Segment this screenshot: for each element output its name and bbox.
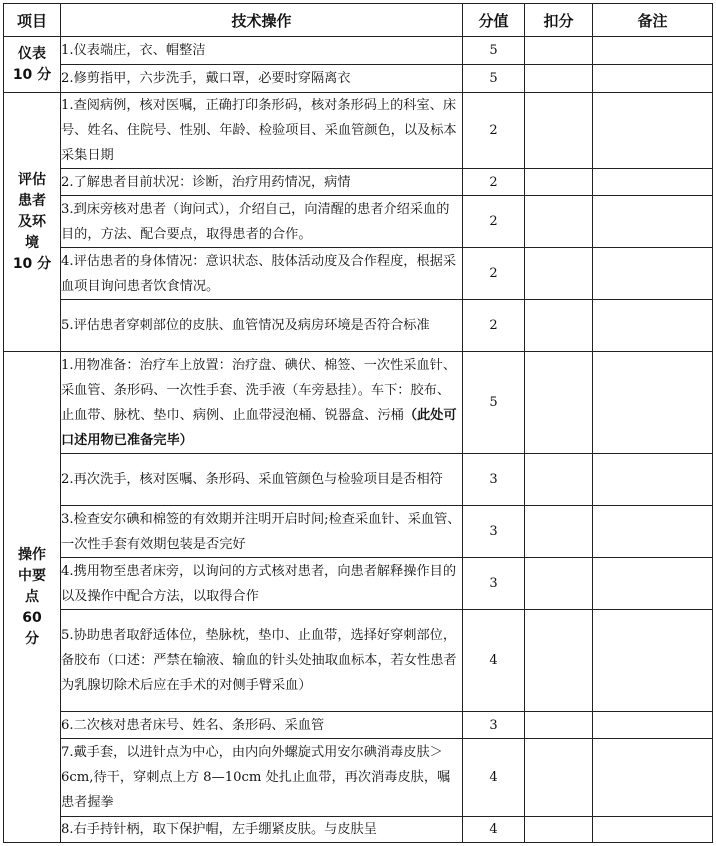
category-assessment: 评估 患者 及环 境 10 分 (4, 93, 61, 352)
deduct-cell[interactable] (525, 739, 593, 817)
remark-cell[interactable] (593, 454, 713, 506)
remark-cell[interactable] (593, 610, 713, 712)
remark-cell[interactable] (593, 169, 713, 196)
score-value: 2 (463, 169, 525, 196)
deduct-cell[interactable] (525, 248, 593, 300)
technique-text: 3.检查安尔碘和棉签的有效期并注明开启时间;检查采血针、采血管、一次性手套有效期包装是否完好 (61, 506, 463, 558)
table-row (4, 169, 713, 196)
table-row (4, 610, 713, 712)
deduct-cell[interactable] (525, 93, 593, 169)
technique-text: 1.仪表端庄，衣、帽整洁 (61, 37, 463, 65)
category-appearance: 仪表 10 分 (4, 37, 61, 93)
table-row (4, 352, 713, 454)
deduct-cell[interactable] (525, 37, 593, 65)
technique-text: 8.右手持针柄，取下保护帽，左手绷紧皮肤。与皮肤呈 (61, 817, 463, 843)
header-score: 分值 (463, 4, 525, 37)
header-technique: 技术操作 (61, 4, 463, 37)
remark-cell[interactable] (593, 248, 713, 300)
score-value: 2 (463, 248, 525, 300)
remark-cell[interactable] (593, 506, 713, 558)
scoring-table (3, 3, 713, 843)
table-row (4, 454, 713, 506)
remark-cell[interactable] (593, 352, 713, 454)
table-row (4, 817, 713, 843)
table-row (4, 300, 713, 352)
header-deduct: 扣分 (525, 4, 593, 37)
technique-text: 7.戴手套，以进针点为中心，由内向外螺旋式用安尔碘消毒皮肤＞6cm,待干，穿刺点上方 8—10cm 处扎止血带，再次消毒皮肤，嘱患者握拳 (61, 739, 463, 817)
score-value: 4 (463, 610, 525, 712)
score-value: 5 (463, 37, 525, 65)
remark-cell[interactable] (593, 739, 713, 817)
score-value: 5 (463, 352, 525, 454)
technique-text: 5.协助患者取舒适体位，垫脉枕，垫巾、止血带，选择好穿刺部位，备胶布（口述：严禁在输液、输血的针头处抽取血标本，若女性患者为乳腺切除术后应在手术的对侧手臂采血） (61, 610, 463, 712)
remark-cell[interactable] (593, 37, 713, 65)
table-row (4, 506, 713, 558)
verbal-note: （此处可口述用物已准备完毕） (61, 407, 457, 448)
technique-text: 4.评估患者的身体情况：意识状态、肢体活动度及合作程度，根据采血项目询问患者饮食情况。 (61, 248, 463, 300)
deduct-cell[interactable] (525, 558, 593, 610)
deduct-cell[interactable] (525, 610, 593, 712)
technique-text: 1.用物准备：治疗车上放置：治疗盘、碘伏、棉签、一次性采血针、采血管、条形码、一次性手套、洗手液（车旁悬挂）。车下：胶布、止血带、脉枕、垫巾、病例、止血带浸泡桶、锐器盒、污桶（此处可口述用物已准备完毕） (61, 352, 463, 454)
header-row (4, 4, 713, 37)
remark-cell[interactable] (593, 558, 713, 610)
table-row (4, 65, 713, 93)
remark-cell[interactable] (593, 712, 713, 739)
deduct-cell[interactable] (525, 454, 593, 506)
technique-text: 1.查阅病例，核对医嘱，正确打印条形码，核对条形码上的科室、床号、姓名、住院号、性别、年龄、检验项目、采血管颜色，以及标本采集日期 (61, 93, 463, 169)
deduct-cell[interactable] (525, 817, 593, 843)
score-value: 2 (463, 93, 525, 169)
remark-cell[interactable] (593, 817, 713, 843)
score-value: 4 (463, 817, 525, 843)
score-value: 2 (463, 196, 525, 248)
score-value: 2 (463, 300, 525, 352)
table-row (4, 93, 713, 169)
header-item: 项目 (4, 4, 61, 37)
technique-text: 4.携用物至患者床旁，以询问的方式核对患者，向患者解释操作目的以及操作中配合方法，以取得合作 (61, 558, 463, 610)
technique-text: 2.再次洗手，核对医嘱、条形码、采血管颜色与检验项目是否相符 (61, 454, 463, 506)
category-operation: 操作 中要 点 60 分 (4, 352, 61, 843)
remark-cell[interactable] (593, 300, 713, 352)
technique-text: 3.到床旁核对患者（询问式），介绍自己，向清醒的患者介绍采血的目的，方法、配合要点，取得患者的合作。 (61, 196, 463, 248)
score-value: 3 (463, 712, 525, 739)
score-value: 3 (463, 454, 525, 506)
technique-text: 6.二次核对患者床号、姓名、条形码、采血管 (61, 712, 463, 739)
technique-text: 5.评估患者穿刺部位的皮肤、血管情况及病房环境是否符合标准 (61, 300, 463, 352)
header-remark: 备注 (593, 4, 713, 37)
score-value: 3 (463, 506, 525, 558)
table-row (4, 558, 713, 610)
deduct-cell[interactable] (525, 712, 593, 739)
remark-cell[interactable] (593, 65, 713, 93)
score-value: 5 (463, 65, 525, 93)
deduct-cell[interactable] (525, 169, 593, 196)
deduct-cell[interactable] (525, 352, 593, 454)
score-value: 4 (463, 739, 525, 817)
technique-text: 2.修剪指甲，六步洗手，戴口罩，必要时穿隔离衣 (61, 65, 463, 93)
remark-cell[interactable] (593, 93, 713, 169)
table-row (4, 248, 713, 300)
score-value: 3 (463, 558, 525, 610)
table-row (4, 37, 713, 65)
technique-text: 2.了解患者目前状况：诊断，治疗用药情况，病情 (61, 169, 463, 196)
deduct-cell[interactable] (525, 196, 593, 248)
table-row (4, 196, 713, 248)
deduct-cell[interactable] (525, 506, 593, 558)
deduct-cell[interactable] (525, 300, 593, 352)
table-row (4, 739, 713, 817)
deduct-cell[interactable] (525, 65, 593, 93)
table-row (4, 712, 713, 739)
remark-cell[interactable] (593, 196, 713, 248)
